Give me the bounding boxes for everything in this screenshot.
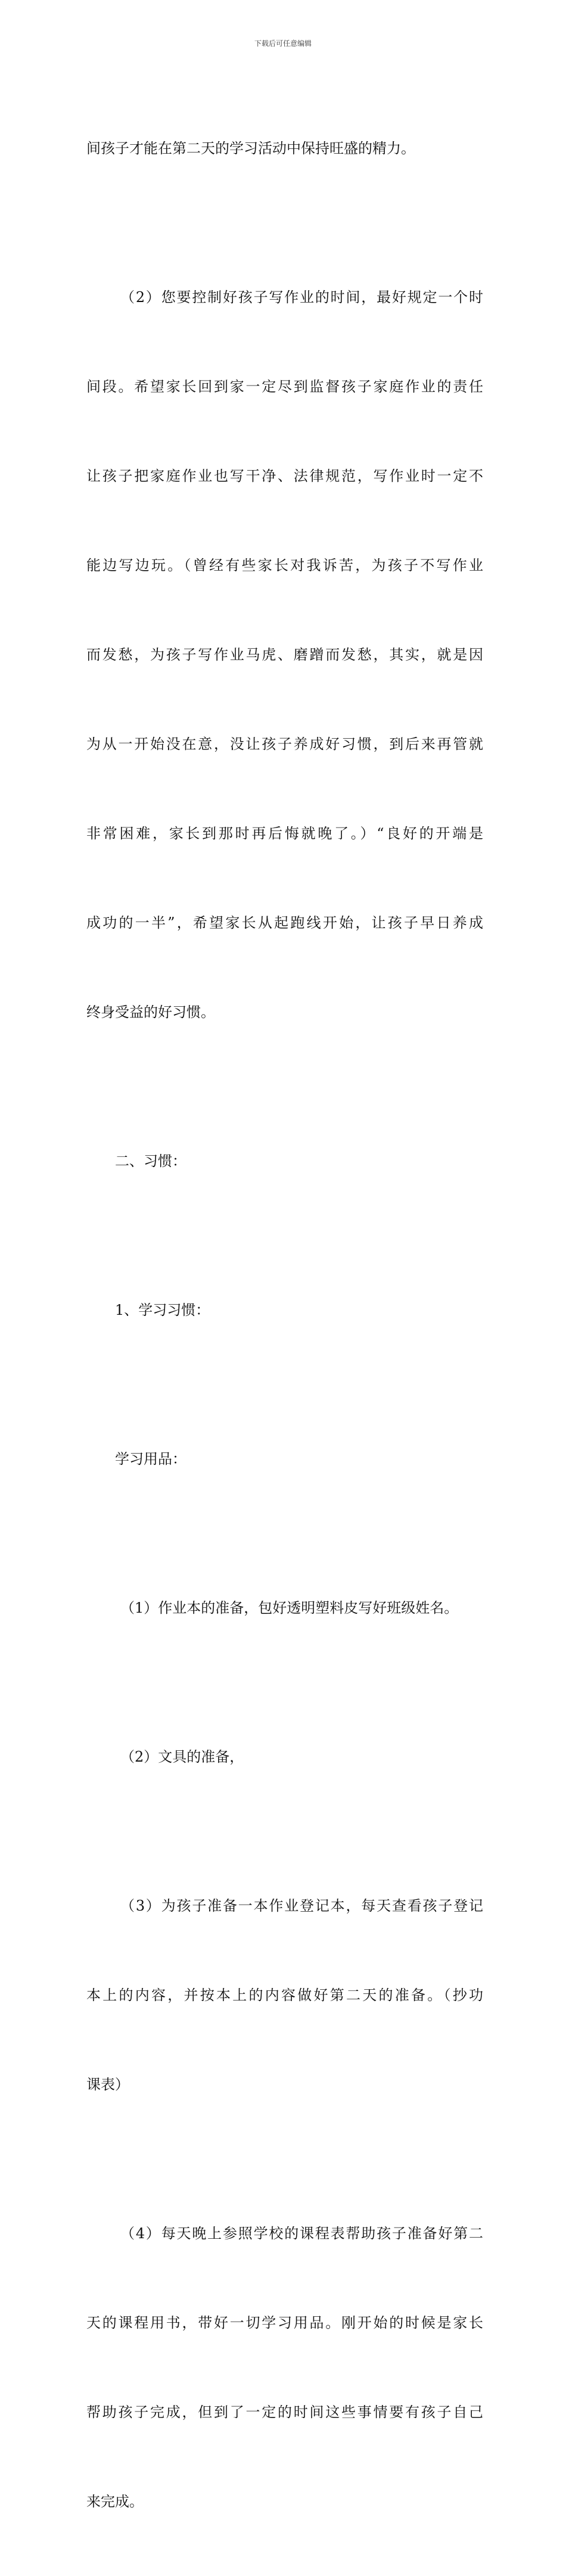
page-header: 下载后可任意编辑 xyxy=(254,39,312,48)
paragraph xyxy=(86,2159,483,2576)
text-line: 学习用品： xyxy=(115,1451,186,1467)
text-line: 本上的内容，并按本上的内容做好第二天的准备。（抄功 xyxy=(86,1987,483,2003)
text-line: （2）文具的准备， xyxy=(120,1749,244,1765)
text-line: 间孩子才能在第二天的学习活动中保持旺盛的精力。 xyxy=(86,140,415,157)
text-line: 非常困难，家长到那时再后悔就晚了。）“良好的开端是 xyxy=(86,825,483,842)
paragraph xyxy=(86,1682,483,1831)
paragraph xyxy=(86,1831,483,2159)
text-line: 课表） xyxy=(86,2076,129,2093)
text-line: 能边写边玩。（曾经有些家长对我诉苦，为孩子不写作业 xyxy=(86,557,483,574)
paragraph xyxy=(86,1385,483,1533)
text-line: 来完成。 xyxy=(86,2493,144,2510)
paragraph xyxy=(86,1533,483,1682)
text-line: 让孩子把家庭作业也写干净、法律规范，写作业时一定不 xyxy=(86,468,483,484)
section-heading xyxy=(86,1087,483,1236)
text-line: 二、习惯： xyxy=(115,1153,186,1169)
text-line: 1、学习习惯： xyxy=(115,1302,210,1318)
text-line: 成功的一半”，希望家长从起跑线开始，让孩子早日养成 xyxy=(86,914,483,931)
text-line: （3）为孩子准备一本作业登记本，每天查看孩子登记 xyxy=(120,1897,483,1914)
text-line: （4）每天晚上参照学校的课程表帮助孩子准备好第二 xyxy=(120,2225,483,2242)
document-body xyxy=(86,74,483,2576)
text-line: 帮助孩子完成，但到了一定的时间这些事情要有孩子自己 xyxy=(86,2404,483,2421)
text-line: （1）作业本的准备，包好透明塑料皮写好班级姓名。 xyxy=(120,1600,459,1616)
text-line: 而发愁，为孩子写作业马虎、磨蹭而发愁，其实，就是因 xyxy=(86,646,483,663)
text-line: 终身受益的好习惯。 xyxy=(86,1004,215,1021)
text-line: 天的课程用书，带好一切学习用品。刚开始的时候是家长 xyxy=(86,2314,483,2331)
text-line: 间段。希望家长回到家一定尽到监督孩子家庭作业的责任 xyxy=(86,378,483,395)
paragraph xyxy=(86,223,483,1087)
subsection-heading xyxy=(86,1236,483,1385)
text-line: （2）您要控制好孩子写作业的时间，最好规定一个时 xyxy=(120,289,483,306)
paragraph xyxy=(86,74,483,223)
text-line: 为从一开始没在意，没让孩子养成好习惯，到后来再管就 xyxy=(86,736,483,752)
